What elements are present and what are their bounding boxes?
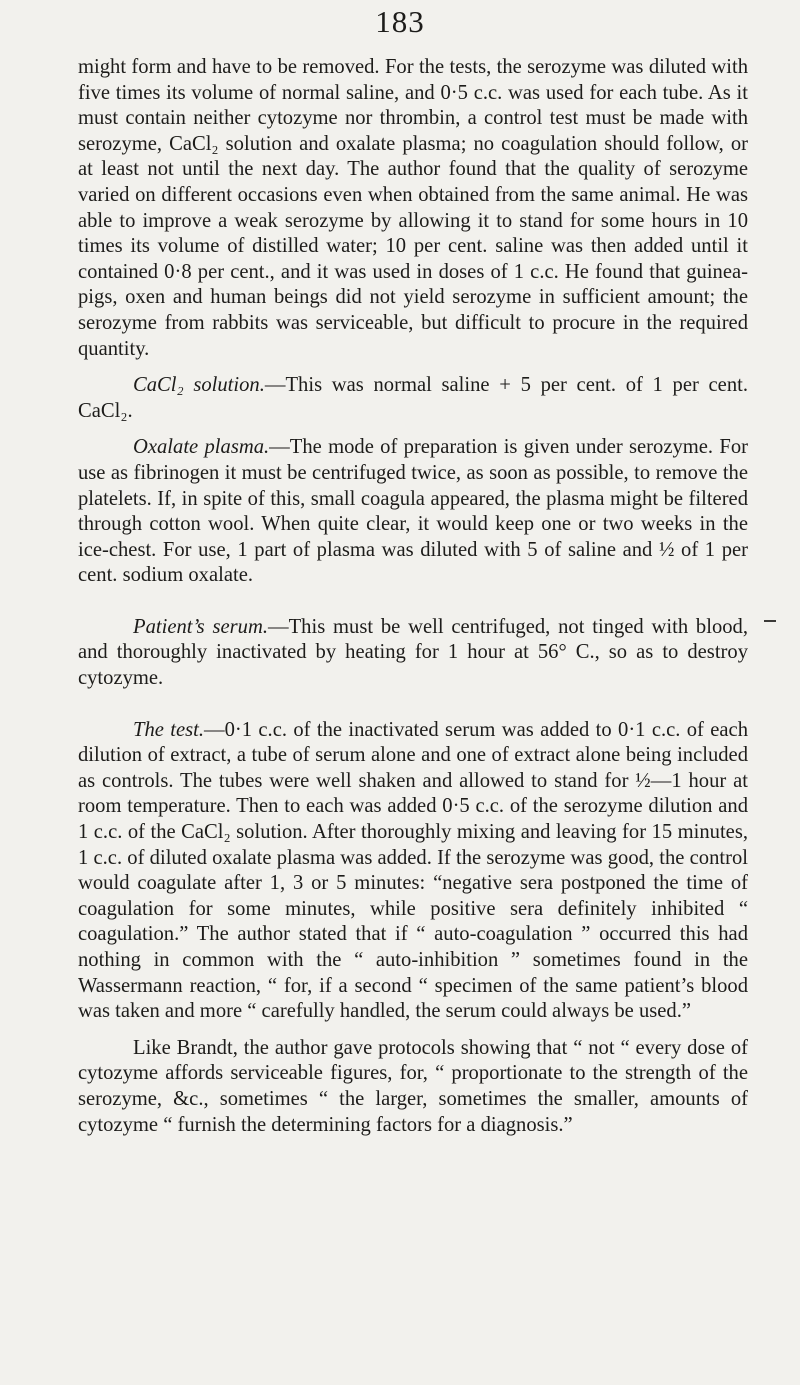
paragraph-text: —0·1 c.c. of the inactivated serum was added to 0·1 c.c. of each dilution of extract, a tube of serum alone and one of extract alone being included as controls. The tubes were well shaken and allowed to stand for ½—1 hour at room temperature. Then to each was added 0·5 c.c. of the serozyme dilution and 1 c.c. of the CaCl₂ solution. After thoroughly mixing and leaving for 15 minutes, 1 c.c. of diluted oxalate plasma was added. If the serozyme was good, the control would coagulate after 1, 3 or 5 minutes: “negative sera postponed the time of coagulation for some minutes, while positive sera definitely inhibited “ coagulation.” The author stated that if “ auto-coagulation ” occurred this had nothing in common with the “ auto-inhibition ” sometimes found in the Wassermann reaction, “ for, if a second “ specimen of the same patient’s blood was taken and more “ carefully handled, the serum could always be used.”: [78, 718, 748, 1023]
paragraph-heading: Patient’s serum.: [133, 615, 268, 638]
paragraph-text: Like Brandt, the author gave protocols showing that “ not “ every dose of cytozyme affords serviceable figures, for, “ proportionate to the strength of the serozyme, &c., sometimes “ the larger, sometimes the smaller, amounts of cytozyme “ furnish the determining factors for a diagnosis.”: [78, 1036, 748, 1136]
paragraph-heading: CaCl₂ solution.: [133, 374, 265, 397]
margin-mark: [764, 620, 776, 622]
paragraph-the-test: [78, 718, 748, 1025]
page-number: 183: [375, 4, 425, 39]
body-text: [78, 55, 748, 1138]
paragraph-heading: The test.: [133, 718, 204, 741]
paragraph-serozyme-continued: [78, 55, 748, 362]
paragraph-cacl2-solution: [78, 373, 748, 424]
paragraph-protocols: [78, 1036, 748, 1138]
paragraph-text: —This must be well centrifuged, not tinged with blood, and thoroughly inactivated by heating for 1 hour at 56° C., so as to destroy cytozyme.: [78, 615, 748, 690]
paragraph-text: might form and have to be removed. For the tests, the serozyme was diluted with five times its volume of normal saline, and 0·5 c.c. was used for each tube. As it must contain neither cytozyme nor thrombin, a control test must be made with serozyme, CaCl₂ solution and oxalate plasma; no coagulation should follow, or at least not until the next day. The author found that the quality of serozyme varied on different occasions even when obtained from the same animal. He was able to improve a weak serozyme by allowing it to stand for some hours in 10 times its volume of distilled water; 10 per cent. saline was then added until it contained 0·8 per cent., and it was used in doses of 1 c.c. He found that guinea-pigs, oxen and human beings did not yield serozyme in sufficient amount; the serozyme from rabbits was serviceable, but difficult to procure in the required quantity.: [78, 56, 748, 360]
paragraph-text: —This was normal saline + 5 per cent. of 1 per cent. CaCl₂.: [78, 374, 748, 422]
paragraph-heading: Oxalate plasma.: [133, 436, 270, 459]
paragraph-patients-serum: [78, 615, 748, 692]
paragraph-oxalate-plasma: [78, 435, 748, 589]
paragraph-text: —The mode of preparation is given under serozyme. For use as fibrinogen it must be centrifuged twice, as soon as possible, to remove the platelets. If, in spite of this, small coagula appeared, the plasma might be filtered through cotton wool. When quite clear, it would keep one or two weeks in the ice-chest. For use, 1 part of plasma was diluted with 5 of saline and ½ of 1 per cent. sodium oxalate.: [78, 436, 748, 587]
